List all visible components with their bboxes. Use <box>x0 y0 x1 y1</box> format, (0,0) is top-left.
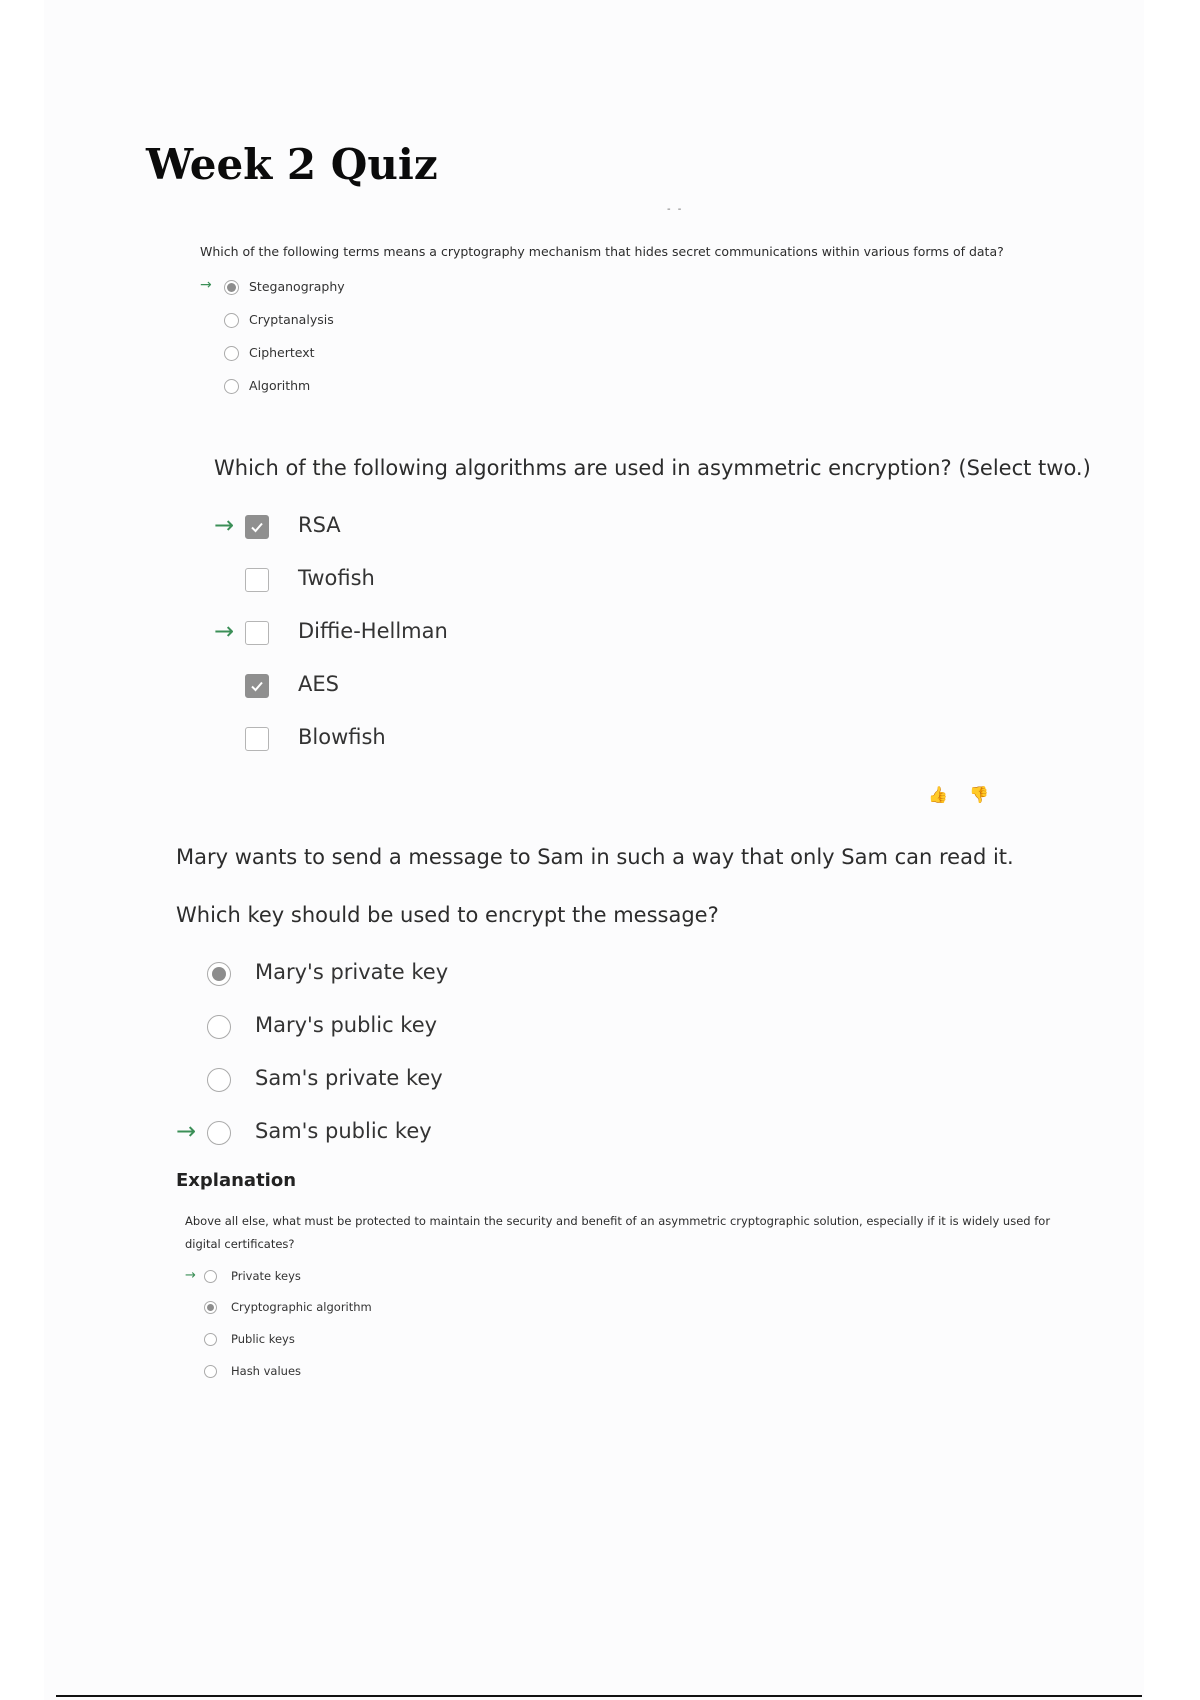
page-title: Week 2 Quiz <box>146 140 438 189</box>
option-marys-private-key[interactable] <box>176 959 576 989</box>
question-text: Mary wants to send a message to Sam in such a way that only Sam can read it. <box>176 845 1014 869</box>
radio-button[interactable] <box>204 1333 217 1346</box>
explanation-heading: Explanation <box>176 1170 297 1191</box>
option-private-keys[interactable] <box>185 1268 485 1286</box>
option-rsa[interactable] <box>214 512 614 542</box>
option-label: Cryptanalysis <box>249 312 334 327</box>
option-label: Private keys <box>231 1269 301 1283</box>
option-algorithm[interactable] <box>200 376 500 396</box>
option-label: Sam's private key <box>255 1066 443 1090</box>
option-blowfish[interactable] <box>214 724 614 754</box>
question-2-options <box>214 512 714 762</box>
question-4 <box>185 1210 1085 1256</box>
question-3 <box>176 845 1126 869</box>
question-text: Which of the following terms means a cryptography mechanism that hides secret communications within various forms of data? <box>200 244 1004 259</box>
option-label: Mary's public key <box>255 1013 438 1037</box>
option-label: Cryptographic algorithm <box>231 1300 372 1314</box>
option-hash-values[interactable] <box>185 1363 485 1381</box>
option-diffie-hellman[interactable] <box>214 618 614 648</box>
question-3-subtext <box>176 903 1126 927</box>
radio-button-selected[interactable] <box>207 962 231 986</box>
checkbox[interactable] <box>245 727 269 751</box>
option-label: AES <box>298 672 339 696</box>
radio-button[interactable] <box>224 379 239 394</box>
radio-button[interactable] <box>204 1365 217 1378</box>
option-sams-private-key[interactable] <box>176 1065 576 1095</box>
checkbox-checked[interactable] <box>245 674 269 698</box>
question-text-2: Which key should be used to encrypt the message? <box>176 903 719 927</box>
option-sams-public-key[interactable] <box>176 1118 576 1148</box>
radio-button-selected[interactable] <box>224 280 239 295</box>
radio-button[interactable] <box>204 1270 217 1283</box>
question-1-options <box>200 277 600 407</box>
radio-button[interactable] <box>224 346 239 361</box>
option-aes[interactable] <box>214 671 614 701</box>
option-label: Blowfish <box>298 725 386 749</box>
option-label: Twofish <box>298 566 375 590</box>
radio-button[interactable] <box>207 1068 231 1092</box>
option-steganography[interactable] <box>200 277 500 297</box>
correct-answer-arrow-icon: → <box>185 1268 196 1283</box>
checkbox-checked[interactable] <box>245 515 269 539</box>
option-cryptographic-algorithm[interactable] <box>185 1299 485 1317</box>
radio-button[interactable] <box>224 313 239 328</box>
checkbox[interactable] <box>245 568 269 592</box>
question-1 <box>200 244 1100 259</box>
option-label: Algorithm <box>249 378 311 393</box>
option-twofish[interactable] <box>214 565 614 595</box>
question-text: Which of the following algorithms are used in asymmetric encryption? (Select two.) <box>214 456 1091 480</box>
question-3-options <box>176 959 676 1159</box>
crop-marks: - - <box>667 204 684 215</box>
option-cryptanalysis[interactable] <box>200 310 500 330</box>
option-label: RSA <box>298 513 341 537</box>
option-label: Sam's public key <box>255 1119 432 1143</box>
radio-button-selected[interactable] <box>204 1301 217 1314</box>
question-2 <box>214 456 1114 480</box>
radio-button[interactable] <box>207 1121 231 1145</box>
checkbox[interactable] <box>245 621 269 645</box>
correct-answer-arrow-icon: → <box>200 277 212 293</box>
page-bottom-rule <box>56 1695 1142 1697</box>
option-label: Diffie-Hellman <box>298 619 448 643</box>
option-label: Ciphertext <box>249 345 315 360</box>
option-ciphertext[interactable] <box>200 343 500 363</box>
question-4-options <box>185 1268 585 1388</box>
option-label: Mary's private key <box>255 960 449 984</box>
option-marys-public-key[interactable] <box>176 1012 576 1042</box>
correct-answer-arrow-icon: → <box>214 511 235 539</box>
question-text: Above all else, what must be protected to maintain the security and benefit of an asymmetric cryptographic solution, especially if it is widely used for digital certificates? <box>185 1214 1051 1251</box>
correct-answer-arrow-icon: → <box>176 1117 197 1145</box>
correct-answer-arrow-icon: → <box>214 617 235 645</box>
option-label: Steganography <box>249 279 345 294</box>
feedback-thumbs-icon[interactable]: 👍 👎 <box>928 785 997 804</box>
radio-button[interactable] <box>207 1015 231 1039</box>
option-label: Public keys <box>231 1332 295 1346</box>
option-public-keys[interactable] <box>185 1331 485 1349</box>
option-label: Hash values <box>231 1364 302 1378</box>
